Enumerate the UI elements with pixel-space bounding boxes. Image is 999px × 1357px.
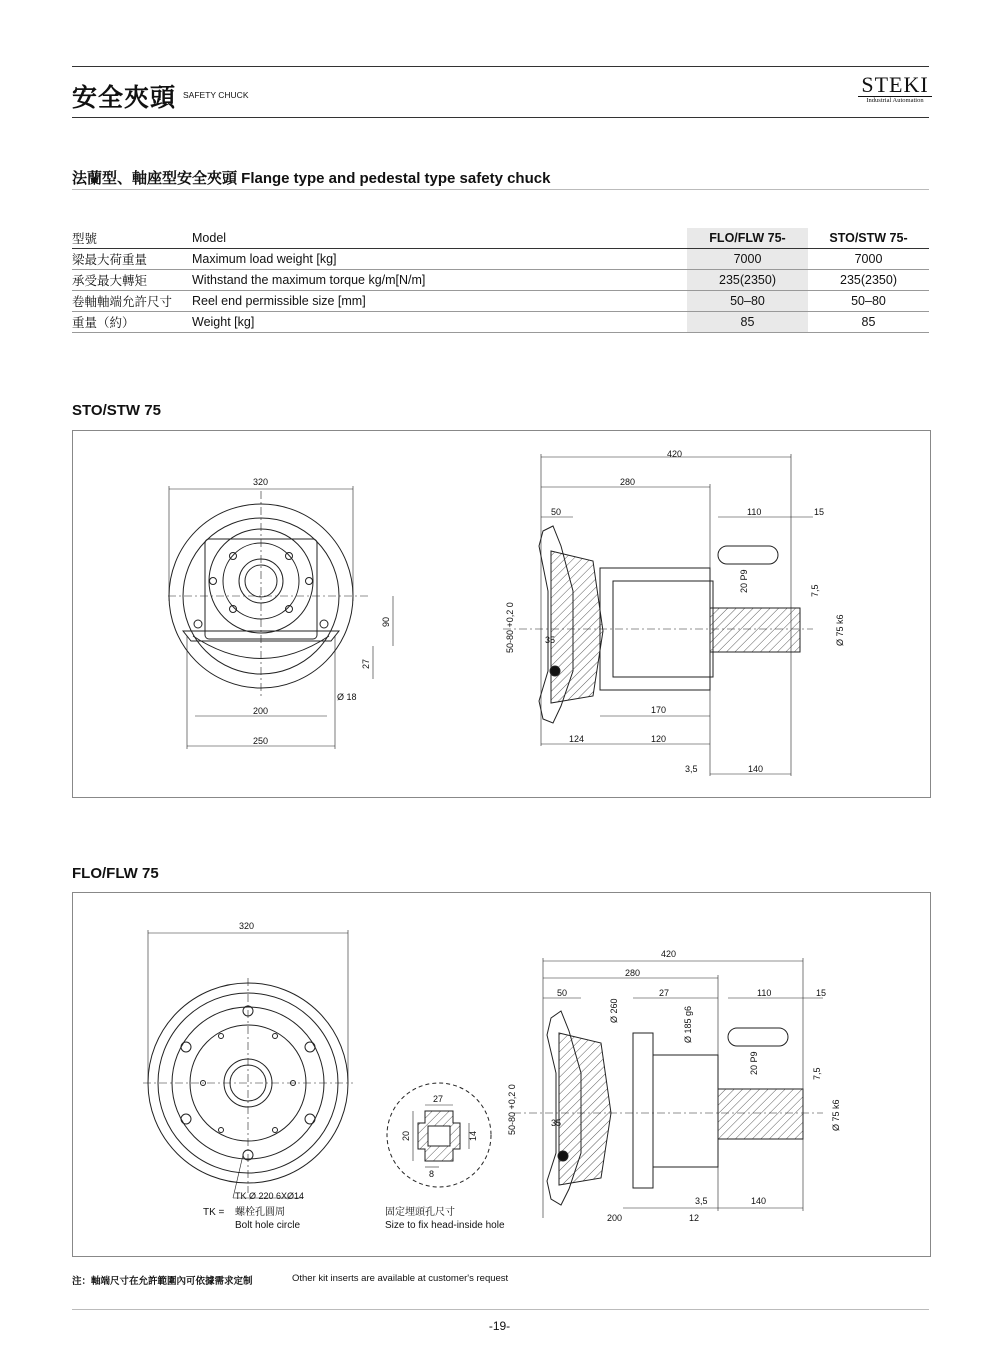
table-row bbox=[72, 312, 929, 333]
cell-flo: 50–80 bbox=[687, 291, 808, 312]
footnote-zh: 注：軸端尺寸在允許範圍內可依據需求定制 bbox=[72, 1276, 253, 1287]
header-bottom-rule bbox=[72, 117, 929, 118]
dim-50: 50 bbox=[557, 988, 568, 998]
cell-sto: 235(2350) bbox=[808, 270, 929, 291]
dim-20p9: 20 P9 bbox=[749, 1051, 759, 1075]
section-rule bbox=[72, 189, 929, 190]
cell-sto: 85 bbox=[808, 312, 929, 333]
dim-75k6: Ø 75 k6 bbox=[831, 1099, 841, 1131]
dim-phi18: Ø 18 bbox=[337, 692, 357, 702]
cell-en: Withstand the maximum torque kg/m[N/m] bbox=[192, 270, 687, 291]
sto-front-view bbox=[168, 486, 393, 749]
steki-logo bbox=[858, 74, 932, 105]
dim-27: 27 bbox=[361, 658, 371, 669]
dim-420: 420 bbox=[661, 949, 677, 959]
cell-flo: FLO/FLW 75- bbox=[687, 228, 808, 249]
logo-tagline: Industrial Automation bbox=[858, 96, 932, 105]
dim-12: 12 bbox=[689, 1213, 700, 1223]
cell-en: Reel end permissible size [mm] bbox=[192, 291, 687, 312]
detail-27: 27 bbox=[433, 1094, 444, 1104]
flo-diagram-frame bbox=[72, 892, 931, 1257]
dim-35: 35 bbox=[545, 635, 556, 645]
dim-280: 280 bbox=[625, 968, 641, 978]
dim-range: 50-80 +0,2 0 bbox=[507, 1084, 517, 1135]
section-heading: 法蘭型、軸座型安全夾頭 Flange type and pedestal type safety chuck bbox=[72, 170, 551, 187]
dim-3-5: 3,5 bbox=[695, 1196, 708, 1206]
dim-170: 170 bbox=[651, 705, 667, 715]
cell-flo: 7000 bbox=[687, 249, 808, 270]
logo-text: STEKI bbox=[861, 72, 929, 97]
footnote-en: Other kit inserts are available at customer's request bbox=[292, 1273, 509, 1284]
dim-260: Ø 260 bbox=[609, 998, 619, 1023]
page-number: -19- bbox=[488, 1319, 511, 1333]
sto-side-view bbox=[503, 454, 813, 776]
dim-320: 320 bbox=[239, 921, 255, 931]
page-subtitle: SAFETY CHUCK bbox=[183, 90, 249, 100]
cell-zh: 梁最大荷重量 bbox=[72, 249, 192, 270]
detail-en: Size to fix head-inside hole bbox=[385, 1220, 505, 1231]
detail-8: 8 bbox=[429, 1169, 435, 1179]
table-row bbox=[72, 291, 929, 312]
cell-en: Model bbox=[192, 228, 687, 249]
tk-label: TK = bbox=[203, 1207, 225, 1218]
dim-185g6: Ø 185 g6 bbox=[683, 1005, 693, 1043]
dim-110: 110 bbox=[757, 988, 772, 998]
dim-200: 200 bbox=[607, 1213, 623, 1223]
dim-124: 124 bbox=[569, 734, 585, 744]
tk-zh: 螺栓孔圓周 bbox=[235, 1207, 285, 1218]
flo-drawing bbox=[73, 893, 930, 1256]
dim-75k6: Ø 75 k6 bbox=[835, 614, 845, 646]
cell-flo: 235(2350) bbox=[687, 270, 808, 291]
detail-14: 14 bbox=[468, 1130, 478, 1141]
cell-en: Maximum load weight [kg] bbox=[192, 249, 687, 270]
cell-en: Weight [kg] bbox=[192, 312, 687, 333]
dim-15: 15 bbox=[816, 988, 827, 998]
spec-table bbox=[72, 228, 929, 333]
cell-zh: 卷軸軸端允許尺寸 bbox=[72, 291, 192, 312]
dim-140: 140 bbox=[751, 1196, 767, 1206]
flo-side-labels bbox=[507, 949, 841, 1223]
footer-rule bbox=[72, 1309, 929, 1310]
dim-50: 50 bbox=[551, 507, 562, 517]
dim-7-5: 7,5 bbox=[810, 584, 820, 597]
sto-drawing bbox=[73, 431, 930, 797]
flo-front-view bbox=[143, 930, 353, 1198]
cell-sto: 50–80 bbox=[808, 291, 929, 312]
sto-diagram-title: STO/STW 75 bbox=[72, 402, 161, 419]
dim-3-5: 3,5 bbox=[685, 764, 698, 774]
cell-sto: STO/STW 75- bbox=[808, 228, 929, 249]
cell-sto: 7000 bbox=[808, 249, 929, 270]
dim-200: 200 bbox=[253, 706, 269, 716]
dim-420: 420 bbox=[667, 449, 683, 459]
dim-35: 35 bbox=[551, 1118, 562, 1128]
dim-range: 50-80 +0,2 0 bbox=[505, 602, 515, 653]
dim-90: 90 bbox=[381, 616, 391, 627]
table-row bbox=[72, 249, 929, 270]
dim-110: 110 bbox=[747, 507, 762, 517]
table-row bbox=[72, 228, 929, 249]
table-row bbox=[72, 270, 929, 291]
cell-flo: 85 bbox=[687, 312, 808, 333]
tk-spec: TK Ø 220 6XØ14 bbox=[235, 1191, 305, 1201]
cell-zh: 重量（約） bbox=[72, 312, 192, 333]
dim-320: 320 bbox=[253, 477, 269, 487]
sto-diagram-frame bbox=[72, 430, 931, 798]
header-top-rule bbox=[72, 66, 929, 67]
dim-20p9: 20 P9 bbox=[739, 569, 749, 593]
detail-zh: 固定埋頭孔尺寸 bbox=[385, 1207, 455, 1218]
tk-en: Bolt hole circle bbox=[235, 1220, 301, 1231]
dim-250: 250 bbox=[253, 736, 269, 746]
dim-15: 15 bbox=[814, 507, 825, 517]
dim-7-5: 7,5 bbox=[812, 1067, 822, 1080]
dim-27: 27 bbox=[659, 988, 670, 998]
cell-zh: 型號 bbox=[72, 228, 192, 249]
dim-140: 140 bbox=[748, 764, 764, 774]
page-title: 安全夾頭 bbox=[72, 84, 177, 112]
detail-20: 20 bbox=[401, 1130, 411, 1141]
sto-front-labels bbox=[253, 477, 391, 746]
cell-zh: 承受最大轉矩 bbox=[72, 270, 192, 291]
dim-120: 120 bbox=[651, 734, 667, 744]
dim-280: 280 bbox=[620, 477, 636, 487]
flo-diagram-title: FLO/FLW 75 bbox=[72, 865, 159, 882]
flo-front-labels bbox=[203, 921, 304, 1231]
